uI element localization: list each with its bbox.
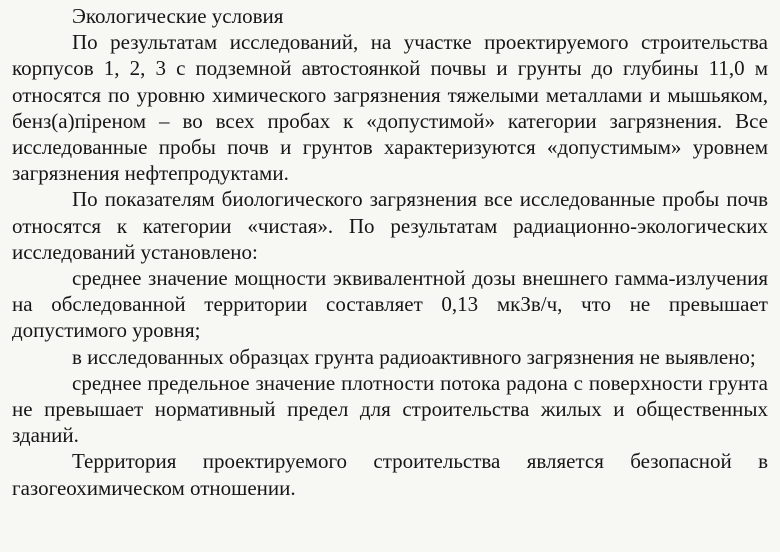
paragraph-radon-flux: среднее предельное значение плотности потока радона с поверхности грунта не превышает нормативный предел для строительства жилых и общественных зданий. (12, 370, 768, 448)
paragraph-chemical-contamination: По результатам исследований, на участке проектируемого строительства корпусов 1, 2, 3 с подземной автостоянкой почвы и грунты до глубины 11,0 м относятся по уровню химического загрязнения тяжелыми металлами и мышьяком, бенз(а)піреном – во всех пробах к «допустимой» категории загрязнения. Все исследованные пробы почв и грунтов характеризуются «допустимым» уровнем загрязнения нефтепродуктами. (12, 30, 768, 186)
paragraph-biological-contamination: По показателям биологического загрязнения все исследованные пробы почв относятся к категории «чистая». По результатам радиационно-экологических исследований установлено: (12, 187, 768, 264)
section-heading: Экологические условия (72, 4, 284, 28)
paragraph-radioactive-contamination: в исследованных образцах грунта радиоактивного загрязнения не выявлено; (72, 344, 756, 369)
paragraph-territory-safety: Территория проектируемого строительства является безопасной в газогеохимическом отношении. (12, 449, 768, 500)
paragraph-gamma-dose: среднее значение мощности эквивалентной дозы внешнего гамма-излучения на обследованной территории составляет 0,13 мкЗв/ч, что не превышает допустимого уровня; (12, 266, 768, 343)
